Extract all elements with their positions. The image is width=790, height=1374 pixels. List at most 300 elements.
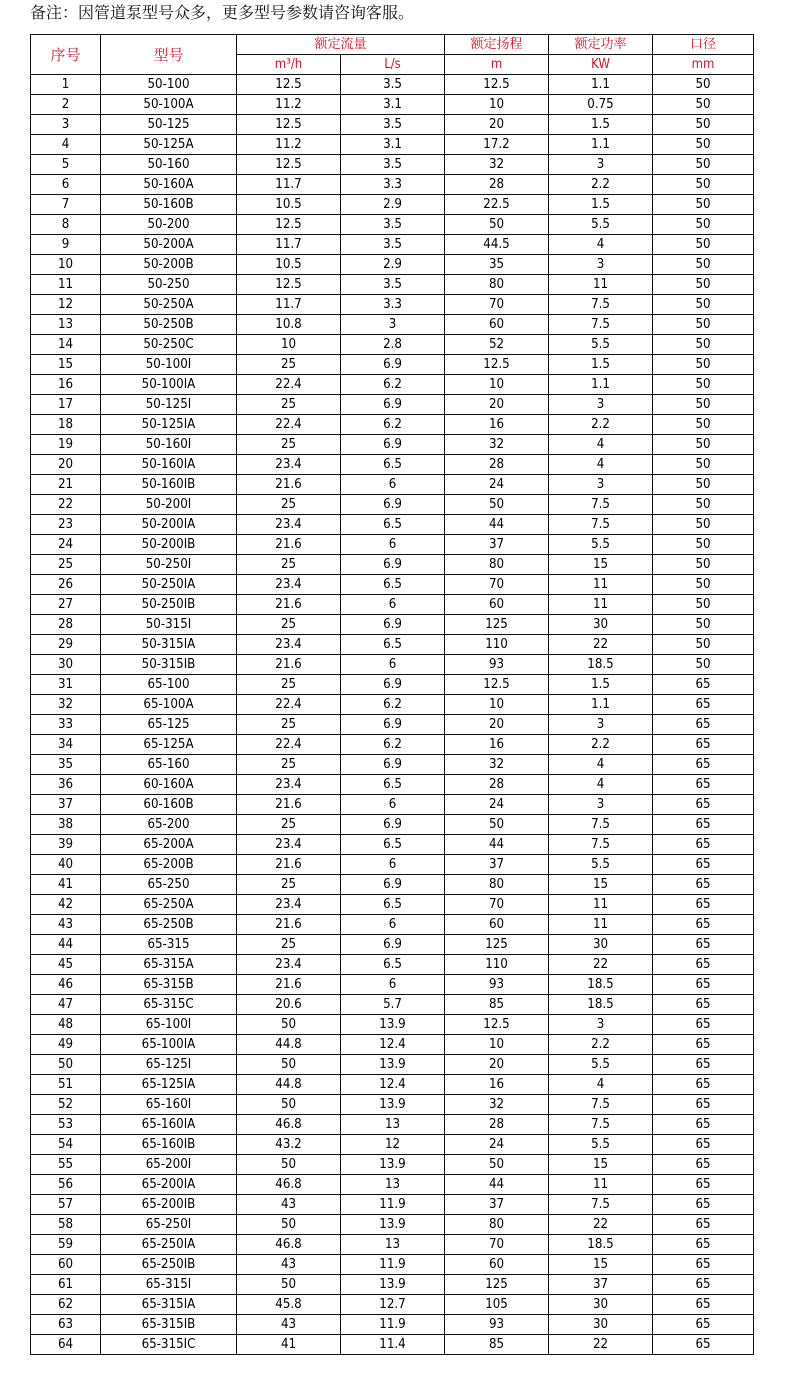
table-row	[31, 195, 754, 215]
cell-seq: 1	[31, 75, 101, 95]
cell-power: 11	[549, 1175, 653, 1195]
cell-flow-ls: 3.3	[341, 295, 445, 315]
cell-flow-ls: 13.9	[341, 1015, 445, 1035]
cell-flow-ls: 6.2	[341, 695, 445, 715]
cell-seq: 16	[31, 375, 101, 395]
cell-diameter: 65	[653, 1335, 754, 1355]
cell-flow-m3h: 45.8	[237, 1295, 341, 1315]
table-header	[31, 35, 754, 75]
cell-flow-m3h: 25	[237, 555, 341, 575]
cell-power: 7.5	[549, 295, 653, 315]
table-row	[31, 495, 754, 515]
cell-flow-m3h: 23.4	[237, 515, 341, 535]
cell-head: 44	[445, 1175, 549, 1195]
unit-flow-ls: L/s	[341, 55, 445, 75]
cell-seq: 25	[31, 555, 101, 575]
cell-model: 50-100A	[101, 95, 237, 115]
cell-head: 44.5	[445, 235, 549, 255]
cell-power: 2.2	[549, 735, 653, 755]
cell-head: 32	[445, 755, 549, 775]
cell-model: 65-250I	[101, 1215, 237, 1235]
cell-head: 50	[445, 495, 549, 515]
cell-model: 50-250	[101, 275, 237, 295]
cell-diameter: 50	[653, 615, 754, 635]
table-row	[31, 235, 754, 255]
cell-diameter: 65	[653, 895, 754, 915]
cell-flow-m3h: 23.4	[237, 835, 341, 855]
cell-flow-m3h: 25	[237, 755, 341, 775]
cell-head: 16	[445, 735, 549, 755]
cell-seq: 28	[31, 615, 101, 635]
cell-seq: 27	[31, 595, 101, 615]
cell-model: 50-160B	[101, 195, 237, 215]
table-row	[31, 395, 754, 415]
cell-flow-ls: 6.9	[341, 435, 445, 455]
cell-model: 65-315IC	[101, 1335, 237, 1355]
cell-flow-m3h: 23.4	[237, 775, 341, 795]
cell-flow-ls: 6.5	[341, 835, 445, 855]
cell-diameter: 50	[653, 215, 754, 235]
cell-diameter: 50	[653, 255, 754, 275]
cell-diameter: 50	[653, 635, 754, 655]
cell-diameter: 50	[653, 535, 754, 555]
cell-model: 65-250IA	[101, 1235, 237, 1255]
table-row	[31, 775, 754, 795]
cell-diameter: 65	[653, 1235, 754, 1255]
cell-head: 32	[445, 155, 549, 175]
cell-diameter: 65	[653, 1095, 754, 1115]
cell-seq: 47	[31, 995, 101, 1015]
table-row	[31, 1275, 754, 1295]
cell-head: 50	[445, 1155, 549, 1175]
cell-flow-ls: 6.5	[341, 515, 445, 535]
table-body	[31, 75, 754, 1355]
cell-seq: 5	[31, 155, 101, 175]
cell-seq: 29	[31, 635, 101, 655]
cell-diameter: 50	[653, 75, 754, 95]
cell-flow-m3h: 22.4	[237, 735, 341, 755]
cell-flow-ls: 3.1	[341, 95, 445, 115]
cell-diameter: 50	[653, 275, 754, 295]
cell-head: 125	[445, 615, 549, 635]
cell-power: 15	[549, 1155, 653, 1175]
cell-power: 4	[549, 455, 653, 475]
cell-flow-ls: 12	[341, 1135, 445, 1155]
cell-flow-m3h: 25	[237, 355, 341, 375]
cell-diameter: 65	[653, 1195, 754, 1215]
cell-power: 30	[549, 615, 653, 635]
cell-diameter: 50	[653, 155, 754, 175]
table-row	[31, 95, 754, 115]
cell-seq: 61	[31, 1275, 101, 1295]
cell-head: 37	[445, 855, 549, 875]
cell-seq: 13	[31, 315, 101, 335]
cell-power: 30	[549, 935, 653, 955]
cell-seq: 4	[31, 135, 101, 155]
cell-flow-m3h: 21.6	[237, 915, 341, 935]
cell-power: 3	[549, 795, 653, 815]
cell-diameter: 65	[653, 775, 754, 795]
table-row	[31, 955, 754, 975]
cell-seq: 31	[31, 675, 101, 695]
table-row	[31, 995, 754, 1015]
cell-model: 50-200I	[101, 495, 237, 515]
cell-power: 7.5	[549, 315, 653, 335]
cell-flow-ls: 6.5	[341, 955, 445, 975]
table-row	[31, 735, 754, 755]
cell-diameter: 65	[653, 1115, 754, 1135]
cell-power: 5.5	[549, 1135, 653, 1155]
cell-model: 50-160I	[101, 435, 237, 455]
cell-model: 65-200IB	[101, 1195, 237, 1215]
cell-flow-m3h: 21.6	[237, 535, 341, 555]
cell-seq: 46	[31, 975, 101, 995]
cell-flow-ls: 3.1	[341, 135, 445, 155]
cell-power: 7.5	[549, 1195, 653, 1215]
table-row	[31, 555, 754, 575]
cell-flow-m3h: 22.4	[237, 375, 341, 395]
cell-power: 4	[549, 775, 653, 795]
cell-head: 12.5	[445, 75, 549, 95]
cell-power: 30	[549, 1315, 653, 1335]
cell-diameter: 65	[653, 875, 754, 895]
cell-head: 60	[445, 1255, 549, 1275]
cell-power: 2.2	[549, 1035, 653, 1055]
table-row	[31, 815, 754, 835]
cell-flow-m3h: 50	[237, 1155, 341, 1175]
cell-head: 37	[445, 535, 549, 555]
cell-seq: 42	[31, 895, 101, 915]
cell-seq: 26	[31, 575, 101, 595]
cell-model: 50-100IA	[101, 375, 237, 395]
cell-head: 35	[445, 255, 549, 275]
cell-head: 20	[445, 115, 549, 135]
table-row	[31, 595, 754, 615]
cell-power: 37	[549, 1275, 653, 1295]
table-row	[31, 1235, 754, 1255]
cell-power: 5.5	[549, 855, 653, 875]
cell-power: 7.5	[549, 815, 653, 835]
cell-flow-m3h: 23.4	[237, 575, 341, 595]
cell-flow-ls: 6.9	[341, 815, 445, 835]
cell-seq: 17	[31, 395, 101, 415]
cell-diameter: 65	[653, 1215, 754, 1235]
cell-flow-m3h: 43	[237, 1255, 341, 1275]
cell-flow-ls: 6	[341, 595, 445, 615]
cell-flow-ls: 6.5	[341, 455, 445, 475]
cell-model: 65-200B	[101, 855, 237, 875]
cell-diameter: 50	[653, 555, 754, 575]
cell-flow-ls: 11.9	[341, 1255, 445, 1275]
cell-flow-m3h: 43	[237, 1195, 341, 1215]
table-row	[31, 875, 754, 895]
cell-flow-ls: 13	[341, 1235, 445, 1255]
cell-flow-ls: 13.9	[341, 1055, 445, 1075]
cell-flow-ls: 6	[341, 475, 445, 495]
note-text: 备注：因管道泵型号众多，更多型号参数请咨询客服。	[30, 3, 415, 22]
cell-model: 65-125IA	[101, 1075, 237, 1095]
table-row	[31, 1095, 754, 1115]
cell-flow-m3h: 21.6	[237, 795, 341, 815]
cell-power: 18.5	[549, 655, 653, 675]
cell-diameter: 65	[653, 1135, 754, 1155]
cell-model: 65-160IB	[101, 1135, 237, 1155]
cell-flow-ls: 6.2	[341, 735, 445, 755]
table-row	[31, 795, 754, 815]
cell-flow-ls: 12.7	[341, 1295, 445, 1315]
cell-model: 50-315IA	[101, 635, 237, 655]
cell-power: 4	[549, 1075, 653, 1095]
cell-power: 1.1	[549, 695, 653, 715]
cell-model: 65-160I	[101, 1095, 237, 1115]
cell-flow-m3h: 11.7	[237, 235, 341, 255]
unit-head: m	[445, 55, 549, 75]
cell-power: 1.1	[549, 75, 653, 95]
cell-head: 20	[445, 715, 549, 735]
cell-power: 5.5	[549, 335, 653, 355]
table-row	[31, 575, 754, 595]
cell-flow-ls: 6	[341, 915, 445, 935]
cell-model: 65-100I	[101, 1015, 237, 1035]
cell-model: 50-125IA	[101, 415, 237, 435]
cell-power: 3	[549, 475, 653, 495]
cell-flow-ls: 3.5	[341, 275, 445, 295]
cell-flow-ls: 6.9	[341, 715, 445, 735]
cell-power: 2.2	[549, 415, 653, 435]
cell-diameter: 50	[653, 355, 754, 375]
cell-power: 1.1	[549, 375, 653, 395]
table-row	[31, 675, 754, 695]
cell-model: 50-200	[101, 215, 237, 235]
cell-seq: 33	[31, 715, 101, 735]
table-row	[31, 695, 754, 715]
cell-power: 15	[549, 555, 653, 575]
cell-power: 1.5	[549, 675, 653, 695]
cell-seq: 59	[31, 1235, 101, 1255]
table-row	[31, 1075, 754, 1095]
cell-diameter: 50	[653, 95, 754, 115]
cell-diameter: 65	[653, 755, 754, 775]
cell-model: 65-100IA	[101, 1035, 237, 1055]
cell-flow-m3h: 23.4	[237, 895, 341, 915]
cell-seq: 12	[31, 295, 101, 315]
cell-model: 65-315	[101, 935, 237, 955]
cell-flow-m3h: 23.4	[237, 455, 341, 475]
cell-head: 12.5	[445, 355, 549, 375]
cell-seq: 37	[31, 795, 101, 815]
cell-flow-ls: 3	[341, 315, 445, 335]
cell-head: 105	[445, 1295, 549, 1315]
table-row	[31, 375, 754, 395]
cell-model: 65-315B	[101, 975, 237, 995]
cell-head: 28	[445, 175, 549, 195]
cell-seq: 62	[31, 1295, 101, 1315]
cell-diameter: 50	[653, 575, 754, 595]
cell-seq: 51	[31, 1075, 101, 1095]
cell-power: 7.5	[549, 495, 653, 515]
cell-head: 80	[445, 875, 549, 895]
cell-flow-ls: 13.9	[341, 1275, 445, 1295]
cell-flow-m3h: 23.4	[237, 955, 341, 975]
cell-power: 22	[549, 955, 653, 975]
table-row	[31, 215, 754, 235]
cell-flow-ls: 6.9	[341, 355, 445, 375]
cell-power: 3	[549, 715, 653, 735]
table-row	[31, 1035, 754, 1055]
cell-head: 60	[445, 315, 549, 335]
cell-seq: 24	[31, 535, 101, 555]
header-seq: 序号	[31, 35, 101, 75]
cell-seq: 43	[31, 915, 101, 935]
cell-flow-ls: 3.5	[341, 115, 445, 135]
table-row	[31, 275, 754, 295]
cell-model: 65-125I	[101, 1055, 237, 1075]
cell-model: 65-315I	[101, 1275, 237, 1295]
cell-diameter: 50	[653, 655, 754, 675]
table-row	[31, 1135, 754, 1155]
cell-power: 22	[549, 635, 653, 655]
cell-model: 65-125A	[101, 735, 237, 755]
header-power: 额定功率	[549, 35, 653, 55]
cell-flow-m3h: 11.2	[237, 135, 341, 155]
cell-seq: 45	[31, 955, 101, 975]
cell-seq: 14	[31, 335, 101, 355]
cell-flow-m3h: 43.2	[237, 1135, 341, 1155]
cell-diameter: 65	[653, 695, 754, 715]
cell-power: 3	[549, 255, 653, 275]
cell-power: 11	[549, 575, 653, 595]
table-row	[31, 415, 754, 435]
cell-diameter: 50	[653, 295, 754, 315]
cell-flow-ls: 3.3	[341, 175, 445, 195]
cell-head: 24	[445, 475, 549, 495]
cell-model: 65-315IB	[101, 1315, 237, 1335]
cell-seq: 34	[31, 735, 101, 755]
pump-spec-table	[30, 34, 754, 1355]
cell-diameter: 50	[653, 375, 754, 395]
cell-model: 50-100I	[101, 355, 237, 375]
table-row	[31, 1315, 754, 1335]
cell-model: 60-160B	[101, 795, 237, 815]
cell-flow-ls: 6.9	[341, 675, 445, 695]
cell-seq: 8	[31, 215, 101, 235]
table-row	[31, 895, 754, 915]
table-row	[31, 635, 754, 655]
cell-flow-m3h: 21.6	[237, 655, 341, 675]
table-row	[31, 255, 754, 275]
cell-seq: 10	[31, 255, 101, 275]
cell-diameter: 65	[653, 915, 754, 935]
cell-flow-m3h: 12.5	[237, 275, 341, 295]
header-flow: 额定流量	[237, 35, 445, 55]
cell-seq: 55	[31, 1155, 101, 1175]
cell-seq: 2	[31, 95, 101, 115]
cell-diameter: 65	[653, 1075, 754, 1095]
cell-flow-m3h: 43	[237, 1315, 341, 1335]
cell-head: 93	[445, 1315, 549, 1335]
cell-seq: 53	[31, 1115, 101, 1135]
cell-head: 60	[445, 915, 549, 935]
cell-flow-ls: 6.9	[341, 615, 445, 635]
cell-flow-m3h: 25	[237, 495, 341, 515]
cell-diameter: 50	[653, 235, 754, 255]
cell-seq: 56	[31, 1175, 101, 1195]
cell-head: 70	[445, 575, 549, 595]
cell-model: 65-125	[101, 715, 237, 735]
cell-flow-ls: 6.5	[341, 635, 445, 655]
table-row	[31, 435, 754, 455]
cell-power: 22	[549, 1215, 653, 1235]
cell-seq: 60	[31, 1255, 101, 1275]
table-row	[31, 135, 754, 155]
cell-flow-m3h: 20.6	[237, 995, 341, 1015]
cell-model: 50-250C	[101, 335, 237, 355]
cell-head: 22.5	[445, 195, 549, 215]
cell-flow-m3h: 50	[237, 1275, 341, 1295]
cell-seq: 41	[31, 875, 101, 895]
cell-flow-m3h: 25	[237, 875, 341, 895]
cell-diameter: 65	[653, 735, 754, 755]
cell-diameter: 50	[653, 475, 754, 495]
cell-model: 50-125I	[101, 395, 237, 415]
table-row	[31, 1255, 754, 1275]
table-row	[31, 1055, 754, 1075]
cell-flow-m3h: 25	[237, 715, 341, 735]
cell-head: 10	[445, 1035, 549, 1055]
cell-power: 15	[549, 875, 653, 895]
header-head: 额定扬程	[445, 35, 549, 55]
cell-flow-ls: 6	[341, 655, 445, 675]
table-row	[31, 755, 754, 775]
cell-flow-m3h: 41	[237, 1335, 341, 1355]
cell-head: 16	[445, 1075, 549, 1095]
cell-model: 65-250B	[101, 915, 237, 935]
table-row	[31, 915, 754, 935]
cell-flow-ls: 5.7	[341, 995, 445, 1015]
cell-model: 65-200IA	[101, 1175, 237, 1195]
cell-model: 65-315C	[101, 995, 237, 1015]
cell-diameter: 65	[653, 1055, 754, 1075]
cell-flow-ls: 6.9	[341, 555, 445, 575]
table-row	[31, 515, 754, 535]
cell-power: 2.2	[549, 175, 653, 195]
cell-head: 85	[445, 1335, 549, 1355]
cell-diameter: 65	[653, 1015, 754, 1035]
table-row	[31, 1335, 754, 1355]
cell-flow-m3h: 25	[237, 615, 341, 635]
cell-head: 52	[445, 335, 549, 355]
cell-diameter: 65	[653, 975, 754, 995]
cell-seq: 30	[31, 655, 101, 675]
cell-diameter: 50	[653, 135, 754, 155]
cell-seq: 35	[31, 755, 101, 775]
cell-model: 50-160A	[101, 175, 237, 195]
table-row	[31, 295, 754, 315]
cell-flow-ls: 6.9	[341, 755, 445, 775]
cell-model: 50-250IA	[101, 575, 237, 595]
cell-seq: 20	[31, 455, 101, 475]
cell-flow-ls: 2.9	[341, 255, 445, 275]
cell-power: 11	[549, 895, 653, 915]
cell-model: 50-200IB	[101, 535, 237, 555]
cell-seq: 15	[31, 355, 101, 375]
cell-power: 7.5	[549, 1095, 653, 1115]
cell-flow-m3h: 44.8	[237, 1035, 341, 1055]
cell-diameter: 65	[653, 1295, 754, 1315]
cell-flow-m3h: 46.8	[237, 1115, 341, 1135]
cell-seq: 38	[31, 815, 101, 835]
cell-flow-ls: 13	[341, 1175, 445, 1195]
